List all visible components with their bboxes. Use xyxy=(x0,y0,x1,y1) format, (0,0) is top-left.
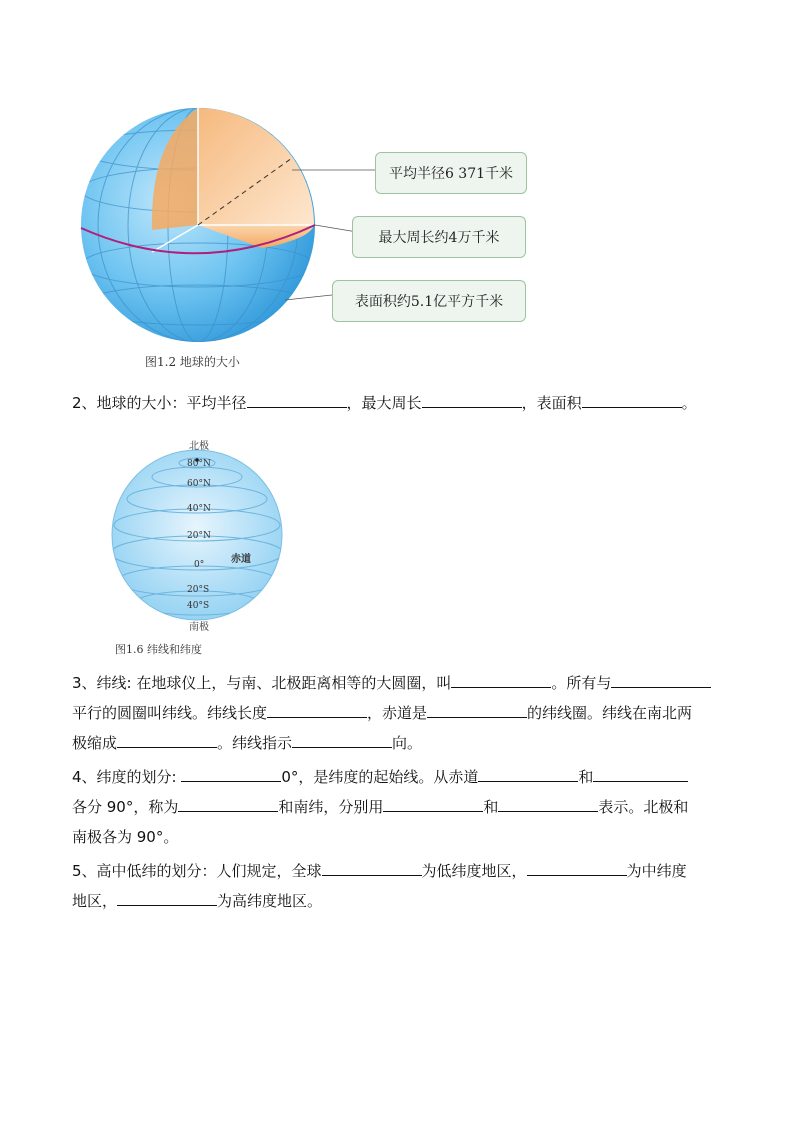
callout-surface-area xyxy=(332,280,526,322)
blank-from-equator-2[interactable] xyxy=(593,765,688,782)
blank-parallel-to[interactable] xyxy=(611,671,711,688)
earth-size-figure xyxy=(70,80,540,380)
lat-label-40n: 40°N xyxy=(187,504,211,514)
figure2-caption: 图1.6 纬线和纬度 xyxy=(115,643,202,656)
question-2 xyxy=(72,389,724,417)
callout-surface-area-text: 表面积约5.1亿平方千米 xyxy=(354,294,504,310)
q5-line1-c: 为中纬度 xyxy=(626,862,687,880)
blank-mid-lat[interactable] xyxy=(527,859,627,876)
q3-line2-a: 平行的圆圈叫纬线。纬线长度 xyxy=(72,704,268,722)
q4-line1-b: 0°，是纬度的起始线。从赤道 xyxy=(281,768,479,786)
q4-line1-a: 4、纬度的划分: xyxy=(72,768,182,786)
figure1-caption: 图1.2 地球的大小 xyxy=(145,355,240,369)
q3-line3-c: 向。 xyxy=(392,734,423,752)
q5-line2-a: 地区， xyxy=(72,892,118,910)
q4-line2-a: 各分 90°，称为 xyxy=(72,798,179,816)
q3-line1-b: 。所有与 xyxy=(551,674,612,692)
lat-label-20n: 20°N xyxy=(187,531,211,541)
equator-label: 赤道 xyxy=(231,554,251,565)
q4-line1-c: 和 xyxy=(578,768,594,786)
q4-line2-b: 和南纬，分别用 xyxy=(278,798,384,816)
q4-line3-a: 南极各为 90°。 xyxy=(72,828,179,846)
question-5 xyxy=(72,857,724,915)
q3-line3-b: 。纬线指示 xyxy=(217,734,293,752)
blank-direction[interactable] xyxy=(292,731,392,748)
q5-line2-b: 为高纬度地区。 xyxy=(217,892,323,910)
north-pole-label: 北极 xyxy=(189,441,209,452)
blank-from-equator-1[interactable] xyxy=(478,765,578,782)
q2-text-d: 。 xyxy=(681,394,697,412)
blank-high-lat[interactable] xyxy=(117,889,217,906)
blank-north-lat[interactable] xyxy=(178,795,278,812)
blank-symbol-1[interactable] xyxy=(383,795,483,812)
q2-text-a: 2、地球的大小：平均半径 xyxy=(72,394,247,412)
blank-circumference[interactable] xyxy=(422,391,522,408)
q3-line2-c: 的纬线圈。纬线在南北两 xyxy=(527,704,693,722)
blank-equator-def[interactable] xyxy=(451,671,551,688)
q4-line2-c: 和 xyxy=(483,798,499,816)
lat-label-60n: 60°N xyxy=(187,479,211,489)
lat-label-40s: 40°S xyxy=(187,601,210,611)
blank-zero-degree[interactable] xyxy=(181,765,281,782)
lat-label-80n: 80°N xyxy=(187,459,211,469)
q5-line1-a: 5、高中低纬的划分：人们规定，全球 xyxy=(72,862,322,880)
south-pole-label: 南极 xyxy=(189,622,209,633)
q2-text-b: ，最大周长 xyxy=(346,394,422,412)
question-3 xyxy=(72,669,724,757)
latitude-figure xyxy=(95,433,315,663)
callout-radius xyxy=(375,152,527,194)
lat-label-20s: 20°S xyxy=(187,585,210,595)
blank-radius[interactable] xyxy=(247,391,347,408)
q3-line2-b: ，赤道是 xyxy=(367,704,428,722)
callout-circumference xyxy=(352,216,526,258)
blank-surface-area[interactable] xyxy=(582,391,682,408)
q2-text-c: ，表面积 xyxy=(521,394,582,412)
q4-line2-d: 表示。北极和 xyxy=(598,798,689,816)
blank-poles-shrink[interactable] xyxy=(117,731,217,748)
blank-equator-is[interactable] xyxy=(427,701,527,718)
callout-radius-text: 平均半径6 371千米 xyxy=(388,166,514,182)
q5-line1-b: 为低纬度地区， xyxy=(421,862,527,880)
blank-symbol-2[interactable] xyxy=(498,795,598,812)
blank-low-lat[interactable] xyxy=(322,859,422,876)
callout-circumference-text: 最大周长约4万千米 xyxy=(378,230,500,246)
lat-label-0: 0° xyxy=(194,560,205,570)
blank-length[interactable] xyxy=(267,701,367,718)
q3-line3-a: 极缩成 xyxy=(72,734,118,752)
q3-line1-a: 3、纬线: 在地球仪上，与南、北极距离相等的大圆圈，叫 xyxy=(72,674,452,692)
question-4 xyxy=(72,763,724,851)
